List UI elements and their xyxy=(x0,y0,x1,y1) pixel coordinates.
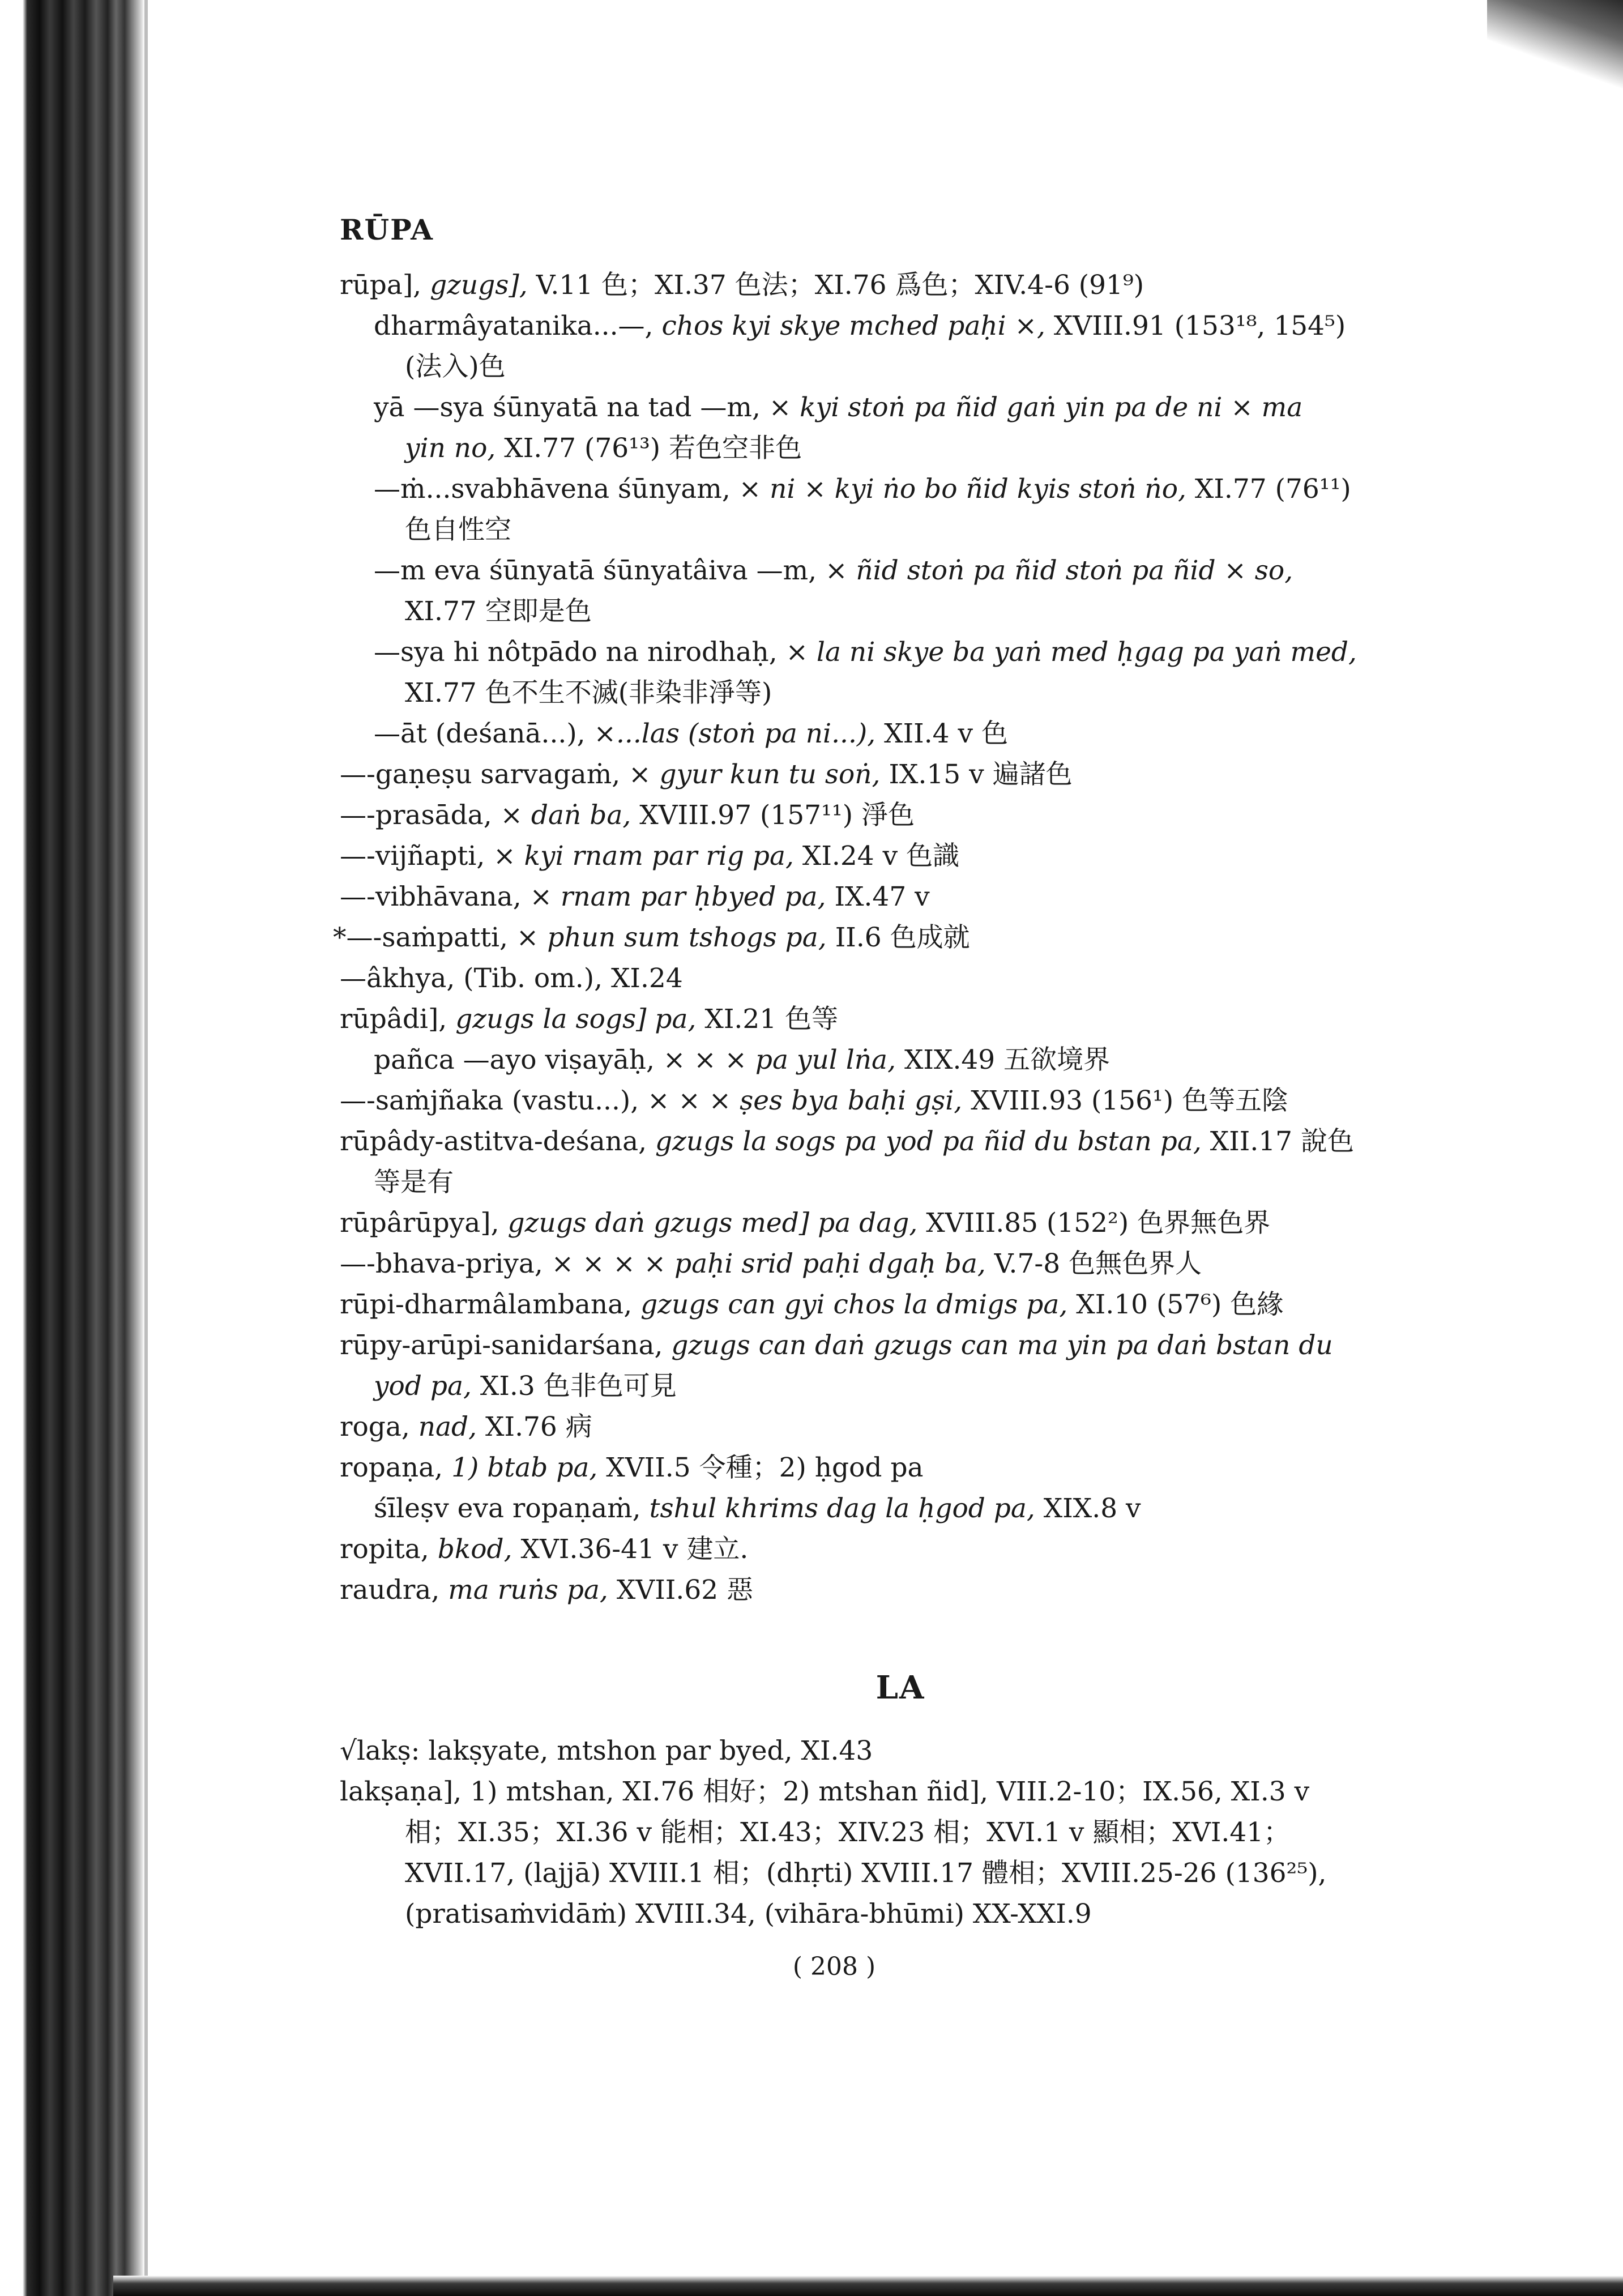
list-item: —āt (deśanā...), ×...las (stoṅ pa ni...), XII.4 v 色 xyxy=(374,718,1009,749)
list-item: dharmâyatanika...—, chos kyi skye mched paḥi ×, XVIII.91 (153¹⁸, 154⁵) xyxy=(374,310,1346,342)
list-item: XI.77 空即是色 xyxy=(405,596,592,627)
list-item: —-prasāda, × daṅ ba, XVIII.97 (157¹¹) 淨色 xyxy=(340,800,915,831)
section-heading-la: LA xyxy=(875,1669,925,1706)
list-item: rūpâdy-astitva-deśana, gzugs la sogs pa yod pa ñid du bstan pa, XII.17 說色 xyxy=(340,1126,1355,1157)
list-item: XI.77 色不生不滅(非染非淨等) xyxy=(405,677,772,709)
list-item: pañca —ayo viṣayāḥ, × × × pa yul lṅa, XIX.49 五欲境界 xyxy=(374,1044,1111,1076)
list-item: śīleṣv eva ropaṇaṁ, tshul khrims dag la ḥgod pa, XIX.8 v xyxy=(374,1493,1141,1524)
list-item: √lakṣ: lakṣyate, mtshon par byed, XI.43 xyxy=(340,1735,873,1766)
section-heading-rupa: RŪPA xyxy=(340,213,434,246)
list-item: —ṁ...svabhāvena śūnyam, × ni × kyi ṅo bo ñid kyis stoṅ ṅo, XI.77 (76¹¹) xyxy=(374,473,1351,505)
list-item: yin no, XI.77 (76¹³) 若色空非色 xyxy=(405,433,802,464)
list-item: —m eva śūnyatā śūnyatâiva —m, × ñid stoṅ pa ñid stoṅ pa ñid × so, xyxy=(374,555,1293,586)
entry-list-rupa xyxy=(333,265,1461,1611)
page-number: ( 208 ) xyxy=(792,1952,876,1981)
list-item: rūpi-dharmâlambana, gzugs can gyi chos la dmigs pa, XI.10 (57⁶) 色緣 xyxy=(340,1289,1284,1320)
entry-list-la xyxy=(340,1731,1461,1935)
list-item: ropaṇa, 1) btab pa, XVII.5 令種；2) ḥgod pa xyxy=(340,1452,924,1483)
list-item: yā —sya śūnyatā na tad —m, × kyi stoṅ pa ñid gaṅ yin pa de ni × ma xyxy=(374,392,1303,423)
list-item: rūpa], gzugs], V.11 色；XI.37 色法；XI.76 爲色；XIV.4-6 (91⁹) xyxy=(340,270,1144,301)
corner-shadow xyxy=(1487,0,1623,113)
list-item: —-bhava-priya, × × × × paḥi srid paḥi dgaḥ ba, V.7-8 色無色界人 xyxy=(340,1248,1202,1279)
list-item: yod pa, XI.3 色非色可見 xyxy=(374,1371,677,1402)
list-item: raudra, ma ruṅs pa, XVII.62 惡 xyxy=(340,1574,754,1606)
list-item: —-vijñapti, × kyi rnam par rig pa, XI.24 v 色識 xyxy=(340,840,960,872)
list-item: *—-saṁpatti, × phun sum tshogs pa, II.6 色成就 xyxy=(333,922,970,953)
list-item: —-gaṇeṣu sarvagaṁ, × gyur kun tu soṅ, IX.15 v 遍諸色 xyxy=(340,759,1073,790)
bottom-edge xyxy=(113,2276,1623,2296)
list-item: ropita, bkod, XVI.36-41 v 建立. xyxy=(340,1534,749,1565)
page-edge xyxy=(144,0,148,2296)
list-item: —-vibhāvana, × rnam par ḥbyed pa, IX.47 v xyxy=(340,881,930,912)
list-item: (pratisaṁvidāṁ) XVIII.34, (vihāra-bhūmi) XX-XXI.9 xyxy=(405,1898,1092,1930)
list-item: (法入)色 xyxy=(405,351,506,382)
book-spine xyxy=(0,0,144,2296)
list-item: —âkhya, (Tib. om.), XI.24 xyxy=(340,963,683,994)
list-item: rūpâdi], gzugs la sogs] pa, XI.21 色等 xyxy=(340,1004,839,1035)
dictionary-page xyxy=(333,210,1461,1935)
list-item: —sya hi nôtpādo na nirodhaḥ, × la ni skye ba yaṅ med ḥgag pa yaṅ med, xyxy=(374,637,1357,668)
list-item: rūpârūpya], gzugs daṅ gzugs med] pa dag, XVIII.85 (152²) 色界無色界 xyxy=(340,1207,1271,1239)
list-item: 色自性空 xyxy=(405,514,511,545)
list-item: XVII.17, (lajjā) XVIII.1 相；(dhṛti) XVIII.17 體相；XVIII.25-26 (136²⁵), xyxy=(405,1858,1327,1889)
list-item: 相；XI.35；XI.36 v 能相；XI.43；XIV.23 相；XVI.1 v 顯相；XVI.41； xyxy=(405,1817,1291,1848)
list-item: 等是有 xyxy=(374,1167,454,1198)
list-item: rūpy-arūpi-sanidarśana, gzugs can daṅ gzugs can ma yin pa daṅ bstan du xyxy=(340,1330,1333,1361)
list-item: lakṣaṇa], 1) mtshan, XI.76 相好；2) mtshan ñid], VIII.2-10；IX.56, XI.3 v xyxy=(340,1776,1310,1807)
list-item: roga, nad, XI.76 病 xyxy=(340,1411,592,1443)
list-item: —-saṁjñaka (vastu...), × × × ṣes bya baḥi gṣi, XVIII.93 (156¹) 色等五陰 xyxy=(340,1085,1289,1116)
